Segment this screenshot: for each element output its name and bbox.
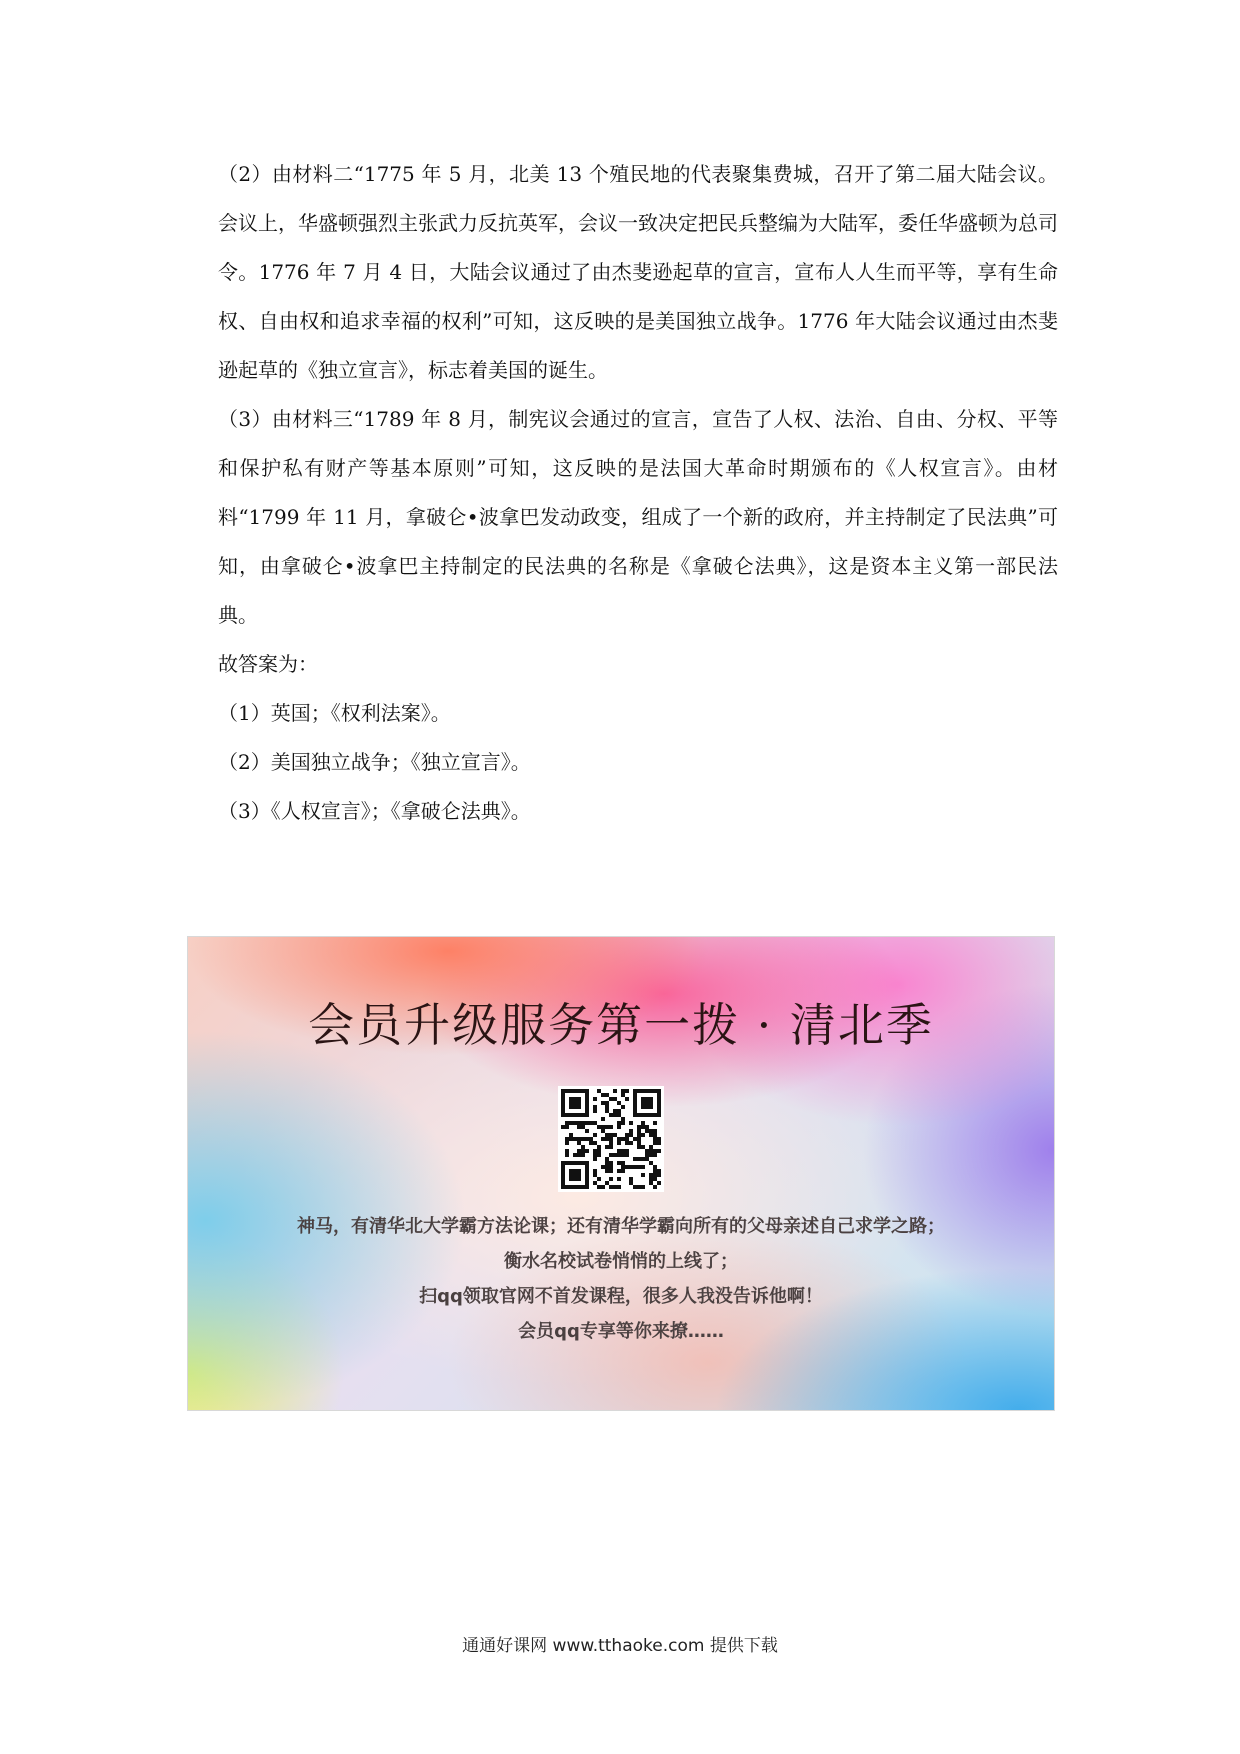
paragraph-2: （2）由材料二“1775 年 5 月，北美 13 个殖民地的代表聚集费城，召开了第二届大陆会议。会议上，华盛顿强烈主张武力反抗英军，会议一致决定把民兵整编为大陆军，委任华盛顿为总司令。1776 年 7 月 4 日，大陆会议通过了由杰斐逊起草的宣言，宣布人人生而平等，享有生命权、自由权和追求幸福的权利”可知，这反映的是美国独立战争。1776 年大陆会议通过由杰斐逊起草的《独立宣言》，标志着美国的诞生。 [218,162,1058,382]
qr-code-icon [558,1086,664,1192]
paragraph-3: （3）由材料三“1789 年 8 月，制宪议会通过的宣言，宣告了人权、法治、自由、分权、平等和保护私有财产等基本原则”可知，这反映的是法国大革命时期颁布的《人权宣言》。由材料“1799 年 11 月，拿破仑•波拿巴发动政变，组成了一个新的政府，并主持制定了民法典”可知，由拿破仑•波拿巴主持制定的民法典的名称是《拿破仑法典》，这是资本主义第一部民法典。 [218,407,1058,627]
banner-text [188,1209,1054,1349]
answer-2: （2）美国独立战争；《独立宣言》。 [218,750,531,774]
answer-3: （3）《人权宣言》；《拿破仑法典》。 [218,799,531,823]
answer-1: （1）英国；《权利法案》。 [218,701,451,725]
answer-heading: 故答案为： [218,652,318,676]
promo-banner [187,936,1055,1411]
banner-line: 神马，有清华北大学霸方法论课；还有清华学霸向所有的父母亲述自己求学之路； [297,1216,945,1237]
banner-line: 扫qq领取官网不首发课程，很多人我没告诉他啊！ [419,1286,823,1307]
banner-line: 衡水名校试卷悄悄的上线了； [504,1251,738,1272]
answer-text [218,150,1058,836]
banner-title: 会员升级服务第一拨 · 清北季 [308,998,934,1052]
footer-credit: 通通好课网 www.tthaoke.com 提供下载 [462,1636,778,1656]
banner-line: 会员qq专享等你来撩…… [518,1321,724,1342]
